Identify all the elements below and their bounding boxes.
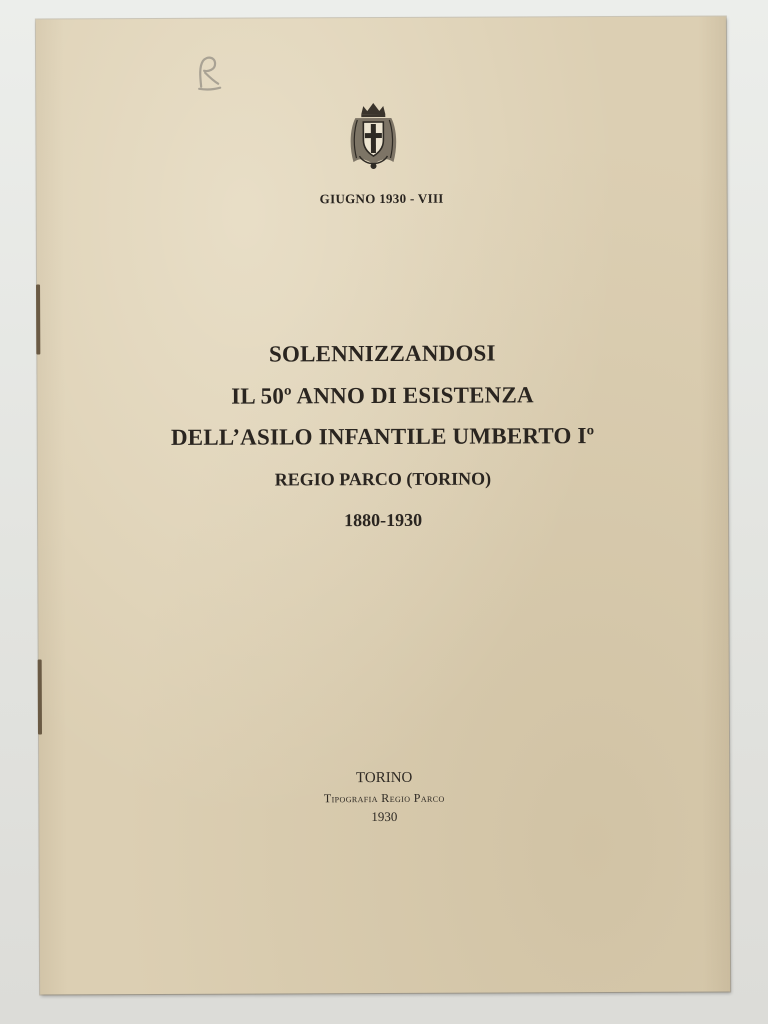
staple-bottom [38,659,42,734]
imprint-city: TORINO [355,769,413,787]
pamphlet-cover [36,16,730,994]
title-line-3: DELL’ASILO INFANTILE UMBERTO Iº [170,423,595,450]
imprint-year: 1930 [371,808,398,825]
subtitle-location: REGIO PARCO (TORINO) [274,468,492,490]
title-line-1: SOLENNIZZANDOSI [268,340,496,367]
years-range: 1880-1930 [344,509,423,531]
pencil-annotation-icon [191,53,225,93]
savoy-royal-crest-icon [345,100,401,172]
imprint-printer: Tipografia Regio Parco [323,790,445,806]
title-line-2: IL 50º ANNO DI ESISTENZA [231,382,534,409]
date-line: GIUGNO 1930 - VIII [319,190,444,207]
